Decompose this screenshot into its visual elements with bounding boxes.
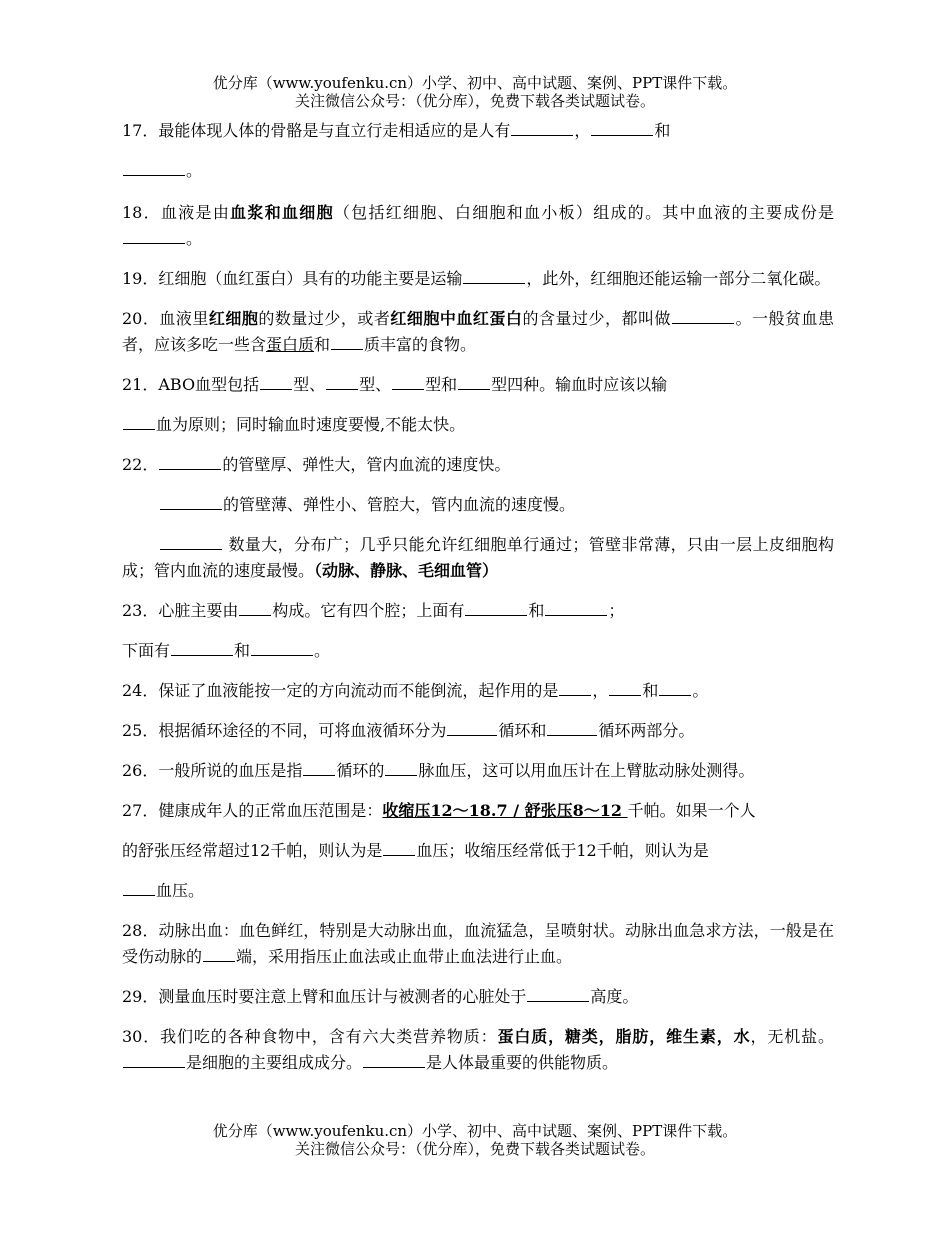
question-27: 27．健康成年人的正常血压范围是：收缩压12～18.7 / 舒张压8～12 千帕。如果一个人 <box>122 801 756 820</box>
question-22-artery: 22． 的管壁厚、弹性大，管内血流的速度快。 <box>122 452 834 478</box>
answer-blank <box>160 492 222 510</box>
answer-blank <box>527 984 589 1002</box>
answer-blank <box>203 944 235 962</box>
footer-line-1: 优分库（www.youfenku.cn）小学、初中、高中试题、案例、PPT课件下载。 <box>212 1122 738 1140</box>
answer-blank <box>123 226 185 244</box>
answer-blank <box>123 1050 185 1068</box>
answer-blank <box>591 118 653 136</box>
question-17-continued: 。 <box>122 158 834 184</box>
answer-blank <box>511 118 573 136</box>
answer-blank <box>458 372 490 390</box>
answer-blank <box>659 678 691 696</box>
page-header <box>0 74 950 110</box>
question-27-end: 血压。 <box>122 878 834 904</box>
answer-blank <box>159 452 221 470</box>
question-29: 29．测量血压时要注意上臂和血压计与被测者的心脏处于 高度。 <box>122 984 834 1010</box>
answer-blank <box>545 598 607 616</box>
answer-blank <box>559 678 591 696</box>
question-28: 28．动脉出血：血色鲜红，特别是大动脉出血，血流猛急，呈喷射状。动脉出血急求方法，一般是在受伤动脉的 端，采用指压止血法或止血带止血法进行止血。 <box>122 921 834 966</box>
answer-blank <box>123 878 155 896</box>
question-23-continued: 下面有 和 。 <box>122 638 834 664</box>
answer-blank <box>303 758 335 776</box>
answer-blank <box>392 372 424 390</box>
question-21: 21．ABO血型包括 型、 型、 型和 型四种。输血时应该以输 <box>122 372 834 398</box>
answer-blank <box>326 372 358 390</box>
answer-blank <box>383 838 415 856</box>
answer-blank <box>160 532 222 550</box>
question-27-continued: 的舒张压经常超过12千帕，则认为是 血压；收缩压经常低于12千帕，则认为是 <box>122 838 834 864</box>
question-25: 25．根据循环途径的不同，可将血液循环分为 循环和 循环两部分。 <box>122 718 834 744</box>
answer-blank <box>465 598 527 616</box>
question-17: 17．最能体现人体的骨骼是与直立行走相适应的是人有 ， 和 <box>122 118 834 144</box>
question-19: 19．红细胞（血红蛋白）具有的功能主要是运输 ，此外，红细胞还能运输一部分二氧化碳。 <box>122 266 834 292</box>
answer-blank <box>260 372 292 390</box>
question-23: 23．心脏主要由 构成。它有四个腔；上面有 和 ； <box>122 598 834 624</box>
page-footer <box>0 1122 950 1158</box>
header-line-1: 优分库（www.youfenku.cn）小学、初中、高中试题、案例、PPT课件下载。 <box>212 74 738 92</box>
answer-blank <box>547 718 597 736</box>
question-20: 20．血液里红细胞的数量过少，或者红细胞中血红蛋白的含量过少，都叫做 。一般贫血患者，应该多吃一些含蛋白质和 质丰富的食物。 <box>122 306 834 358</box>
answer-blank <box>363 1050 425 1068</box>
answer-blank <box>123 412 155 430</box>
answer-blank <box>463 266 525 284</box>
question-21-continued: 血为原则；同时输血时速度要慢,不能太快。 <box>122 412 834 438</box>
answer-blank <box>447 718 497 736</box>
answer-blank <box>385 758 417 776</box>
question-18: 18．血液是由血浆和血细胞（包括红细胞、白细胞和血小板）组成的。其中血液的主要成份是。 <box>122 203 834 248</box>
answer-blank <box>239 598 271 616</box>
footer-line-2: 关注微信公众号：（优分库），免费下载各类试题试卷。 <box>294 1140 655 1158</box>
answer-blank <box>672 306 734 324</box>
question-22-vein: 的管壁薄、弹性小、管腔大，管内血流的速度慢。 <box>122 492 834 518</box>
answer-blank <box>609 678 641 696</box>
answer-blank <box>123 158 185 176</box>
question-26: 26．一般所说的血压是指 循环的 脉血压，这可以用血压计在上臂肱动脉处测得。 <box>122 758 834 784</box>
question-24: 24．保证了血液能按一定的方向流动而不能倒流，起作用的是 ， 和 。 <box>122 678 834 704</box>
answer-blank <box>171 638 233 656</box>
question-30: 30．我们吃的各种食物中，含有六大类营养物质：蛋白质，糖类，脂肪，维生素，水，无机盐。是细胞的主要组成成分。 是人体最重要的供能物质。 <box>122 1027 834 1072</box>
question-22-capillary: 数量大，分布广；几乎只能允许红细胞单行通过；管壁非常薄，只由一层上皮细胞构成；管内血流的速度最慢。（动脉、静脉、毛细血管） <box>122 532 834 584</box>
header-line-2: 关注微信公众号：（优分库），免费下载各类试题试卷。 <box>294 92 655 110</box>
answer-blank <box>331 332 363 350</box>
question-list <box>122 118 834 1090</box>
answer-blank <box>251 638 313 656</box>
